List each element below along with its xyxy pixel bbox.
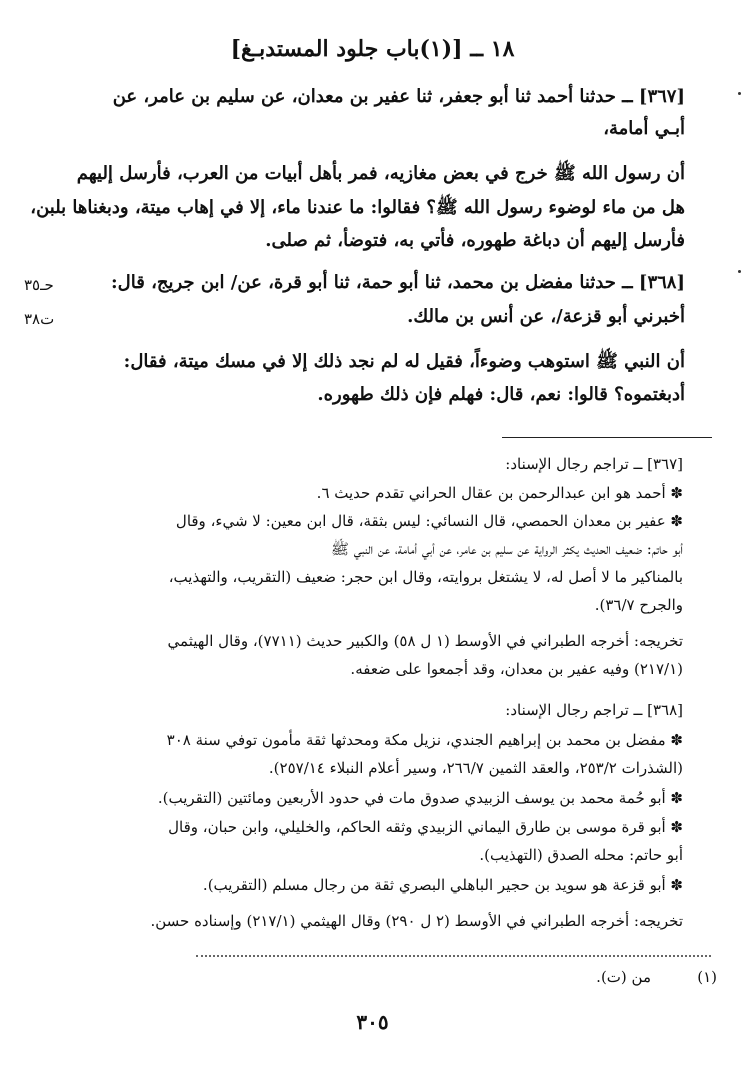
- footnote-number: (١): [697, 968, 717, 986]
- note-line: والجرح ٣٦/٧).: [594, 596, 683, 614]
- margin-mark: [738, 92, 741, 95]
- page-number: ٣٠٥: [356, 1010, 389, 1034]
- note-line: بالمناكير ما لا أصل له، لا يشتغل بروايته، وقال ابن حجر: ضعيف (التقريب، والتهذيب،: [168, 568, 683, 586]
- chapter-title: ١٨ ــ [(١)باب جلود المستدبـغ]: [230, 36, 515, 62]
- hadith-367-isnad-line: أبـي أمامة،: [603, 118, 685, 139]
- takhrij-line: (٢١٧/١) وفيه عفير بن معدان، وقد أجمعوا على ضعفه.: [350, 660, 683, 678]
- footnote-separator: [196, 955, 711, 957]
- hadith-368-isnad-line: [٣٦٨] ــ حدثنا مفضل بن محمد، ثنا أبو حمة، ثنا أبو قرة، عن/ ابن جريج، قال:: [110, 272, 685, 293]
- notes-368-heading: [٣٦٨] ــ تراجم رجال الإسناد:: [505, 701, 683, 719]
- hadith-368-isnad-line: أخبرني أبو قزعة/، عن أنس بن مالك.: [407, 306, 685, 327]
- notes-367-heading: [٣٦٧] ــ تراجم رجال الإسناد:: [505, 455, 683, 473]
- note-line: (الشذرات ٢٥٣/٢، والعقد الثمين ٢٦٦/٧، وسير أعلام النبلاء ٢٥٧/١٤).: [268, 759, 683, 777]
- note-line: ✽ عفير بن معدان الحمصي، قال النسائي: ليس بثقة، قال ابن معين: لا شيء، وقال: [175, 512, 683, 530]
- margin-reference: ت٣٨: [24, 310, 55, 328]
- note-line: ✽ أحمد هو ابن عبدالرحمن بن عقال الحراني تقدم حديث ٦.: [316, 484, 683, 502]
- takhrij-line: تخريجه: أخرجه الطبراني في الأوسط (١ ل ٥٨) والكبير حديث (٧٧١١)، وقال الهيثمي: [167, 632, 683, 650]
- hadith-367-matn-line: هل من ماء لوضوء رسول الله ﷺ؟ فقالوا: ما عندنا ماء، إلا في إهاب ميتة، ودبغناها بلبن،: [30, 197, 685, 218]
- notes-separator: [502, 437, 712, 438]
- hadith-367-isnad-line: [٣٦٧] ــ حدثنا أحمد ثنا أبو جعفر، ثنا عفير بن معدان، عن سليم بن عامر، عن: [112, 86, 685, 107]
- note-line: ✽ مفضل بن محمد بن إبراهيم الجندي، نزيل مكة ومحدثها ثقة مأمون توفي سنة ٣٠٨: [166, 731, 683, 749]
- footnote-text: من (ت).: [596, 968, 651, 986]
- takhrij-line: تخريجه: أخرجه الطبراني في الأوسط (٢ ل ٢٩٠) وقال الهيثمي (٢١٧/١) وإسناده حسن.: [150, 912, 683, 930]
- margin-reference: حـ٣٥: [24, 276, 54, 294]
- note-line: ✽ أبو قزعة هو سويد بن حجير الباهلي البصري ثقة من رجال مسلم (التقريب).: [202, 876, 683, 894]
- hadith-367-matn-line: أن رسول الله ﷺ خرج في بعض مغازيه، فمر بأهل أبيات من العرب، فأرسل إليهم: [76, 163, 685, 184]
- note-line: أبو حاتم: محله الصدق (التهذيب).: [479, 846, 683, 864]
- hadith-367-matn-line: فأرسل إليهم أن دباغة طهوره، فأتي به، فتوضأ، ثم صلى.: [265, 230, 685, 251]
- note-line: ✽ أبو حُمة محمد بن يوسف الزبيدي صدوق مات في حدود الأربعين ومائتين (التقريب).: [157, 789, 683, 807]
- hadith-368-matn-line: أن النبي ﷺ استوهب وضوءاً، فقيل له لم نجد ذلك إلا في مسك ميتة، فقال:: [123, 351, 685, 372]
- margin-mark: [738, 270, 741, 273]
- note-line: ✽ أبو قرة موسى بن طارق اليماني الزبيدي وثقه الحاكم، والخليلي، وابن حبان، وقال: [168, 818, 683, 836]
- hadith-368-matn-line: أدبغتموه؟ قالوا: نعم، قال: فهلم فإن ذلك طهوره.: [317, 384, 685, 405]
- note-line: أبو حاتم: ضعيف الحديث يكثر الرواية عن سليم بن عامر، عن أبي أمامة، عن النبي ﷺ: [330, 540, 683, 558]
